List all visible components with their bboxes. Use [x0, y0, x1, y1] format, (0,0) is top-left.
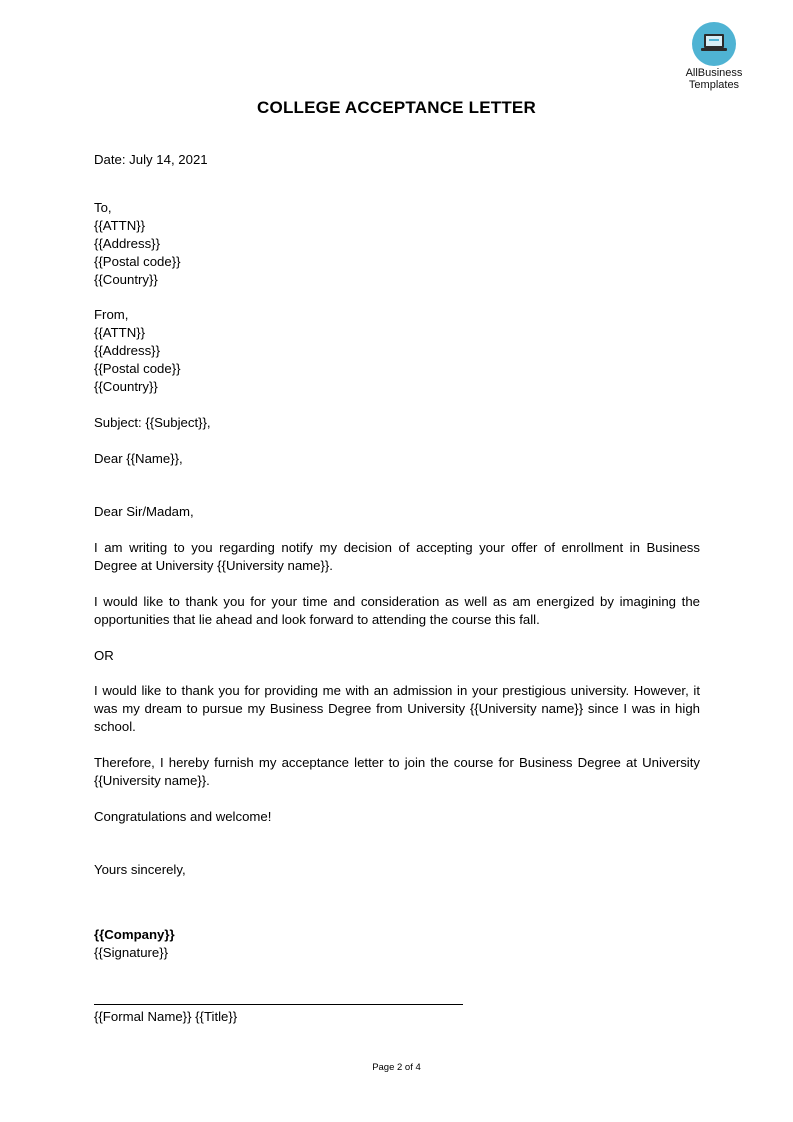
sender-line: {{ATTN}} — [94, 325, 146, 340]
date-line: Date: July 14, 2021 — [94, 152, 208, 167]
recipient-line: {{Postal code}} — [94, 254, 181, 269]
paragraph-acceptance: Therefore, I hereby furnish my acceptance letter to join the course for Business Degree at University {{University name}}. — [94, 755, 700, 788]
paragraph-decision: I am writing to you regarding notify my decision of accepting your offer of enrollment in Business Degree at University {{University name}}. — [94, 540, 700, 573]
greeting-line: Dear {{Name}}, — [94, 451, 183, 466]
paragraph-dream: I would like to thank you for providing me with an admission in your prestigious university. However, it was my dream to pursue my Business Degree from University {{University name}} since I was in high school. — [94, 683, 700, 734]
recipient-line: {{ATTN}} — [94, 218, 146, 233]
recipient-line: {{Country}} — [94, 272, 158, 287]
recipient-line: To, — [94, 200, 112, 215]
sender-line: {{Address}} — [94, 343, 160, 358]
or-separator: OR — [94, 648, 114, 663]
recipient-block — [94, 199, 700, 289]
logo-text-line2: Templates — [688, 79, 740, 91]
logo-text-line1: AllBusiness — [685, 67, 743, 79]
signature-placeholder: {{Signature}} — [94, 945, 169, 960]
page-number: Page 2 of 4 — [372, 1062, 421, 1073]
company-placeholder: {{Company}} — [94, 927, 175, 942]
sender-line: {{Country}} — [94, 379, 158, 394]
allbusiness-logo — [676, 22, 752, 91]
sender-line: {{Postal code}} — [94, 361, 181, 376]
signature-line — [94, 1004, 463, 1005]
paragraph-congratulations: Congratulations and welcome! — [94, 809, 272, 824]
logo-badge — [692, 22, 736, 66]
document-title: COLLEGE ACCEPTANCE LETTER — [257, 98, 536, 117]
logo-text — [676, 67, 752, 91]
salutation-line: Dear Sir/Madam, — [94, 504, 194, 519]
recipient-line: {{Address}} — [94, 236, 160, 251]
subject-line: Subject: {{Subject}}, — [94, 415, 211, 430]
closing-line: Yours sincerely, — [94, 862, 186, 877]
paragraph-thanks: I would like to thank you for your time and consideration as well as am energized by imagining the opportunities that lie ahead and look forward to attending the course this fall. — [94, 594, 700, 627]
formal-name-placeholder: {{Formal Name}} {{Title}} — [94, 1009, 238, 1024]
sender-line: From, — [94, 307, 129, 322]
sender-block — [94, 306, 700, 396]
laptop-icon — [700, 32, 728, 54]
